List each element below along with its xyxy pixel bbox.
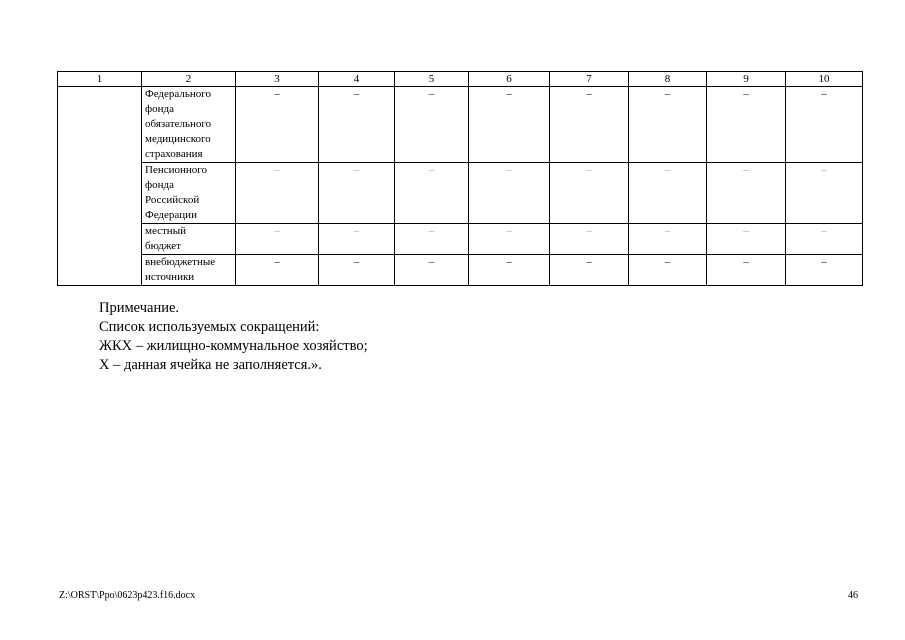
table-cell: – xyxy=(550,87,629,163)
column-header-5: 5 xyxy=(395,72,469,87)
table-cell: – xyxy=(786,255,863,286)
table-cell: – xyxy=(629,255,707,286)
table-cell: – xyxy=(629,163,707,224)
footer-file-path: Z:\ORST\Ppo\0623p423.f16.docx xyxy=(59,590,196,601)
table-cell: – xyxy=(319,87,395,163)
table-cell: – xyxy=(707,163,786,224)
note-line: ЖКХ – жилищно-коммунальное хозяйство; xyxy=(99,338,368,354)
column-header-3: 3 xyxy=(236,72,319,87)
column-header-9: 9 xyxy=(707,72,786,87)
column-header-10: 10 xyxy=(786,72,863,87)
table-cell: – xyxy=(707,87,786,163)
table-cell: – xyxy=(786,224,863,255)
row-label: Пенсионного фонда Российской Федерации xyxy=(142,163,236,224)
row-group-cell xyxy=(58,87,142,286)
note-line: Список используемых сокращений: xyxy=(99,319,320,335)
note-line: Х – данная ячейка не заполняется.». xyxy=(99,357,322,373)
data-table xyxy=(57,71,863,286)
column-header-6: 6 xyxy=(469,72,550,87)
page-number: 46 xyxy=(848,590,858,601)
column-header-1: 1 xyxy=(58,72,142,87)
table-cell: – xyxy=(395,224,469,255)
table-row xyxy=(58,255,863,286)
table-cell: – xyxy=(629,87,707,163)
table-cell: – xyxy=(786,87,863,163)
table-cell: – xyxy=(319,255,395,286)
column-header-2: 2 xyxy=(142,72,236,87)
table-cell: – xyxy=(469,87,550,163)
table-cell: – xyxy=(550,224,629,255)
table-cell: – xyxy=(319,163,395,224)
table-cell: – xyxy=(550,255,629,286)
table-cell: – xyxy=(707,224,786,255)
table-cell: – xyxy=(236,87,319,163)
row-label: местный бюджет xyxy=(142,224,236,255)
column-header-7: 7 xyxy=(550,72,629,87)
table-cell: – xyxy=(236,224,319,255)
table-cell: – xyxy=(319,224,395,255)
table-cell: – xyxy=(707,255,786,286)
table-row xyxy=(58,224,863,255)
table-cell: – xyxy=(395,87,469,163)
table-cell: – xyxy=(236,255,319,286)
note-block xyxy=(99,299,368,375)
column-header-4: 4 xyxy=(319,72,395,87)
note-title: Примечание. xyxy=(99,300,180,316)
table-cell: – xyxy=(395,163,469,224)
table-cell: – xyxy=(469,224,550,255)
table-row xyxy=(58,87,863,163)
table-cell: – xyxy=(469,255,550,286)
row-label: внебюджетные источники xyxy=(142,255,236,286)
table-cell: – xyxy=(236,163,319,224)
table-row xyxy=(58,163,863,224)
row-label: Федерального фонда обязательного медицинского страхования xyxy=(142,87,236,163)
table-cell: – xyxy=(629,224,707,255)
table-cell: – xyxy=(550,163,629,224)
table-cell: – xyxy=(786,163,863,224)
header-row xyxy=(58,72,863,87)
column-header-8: 8 xyxy=(629,72,707,87)
table-cell: – xyxy=(469,163,550,224)
table-cell: – xyxy=(395,255,469,286)
